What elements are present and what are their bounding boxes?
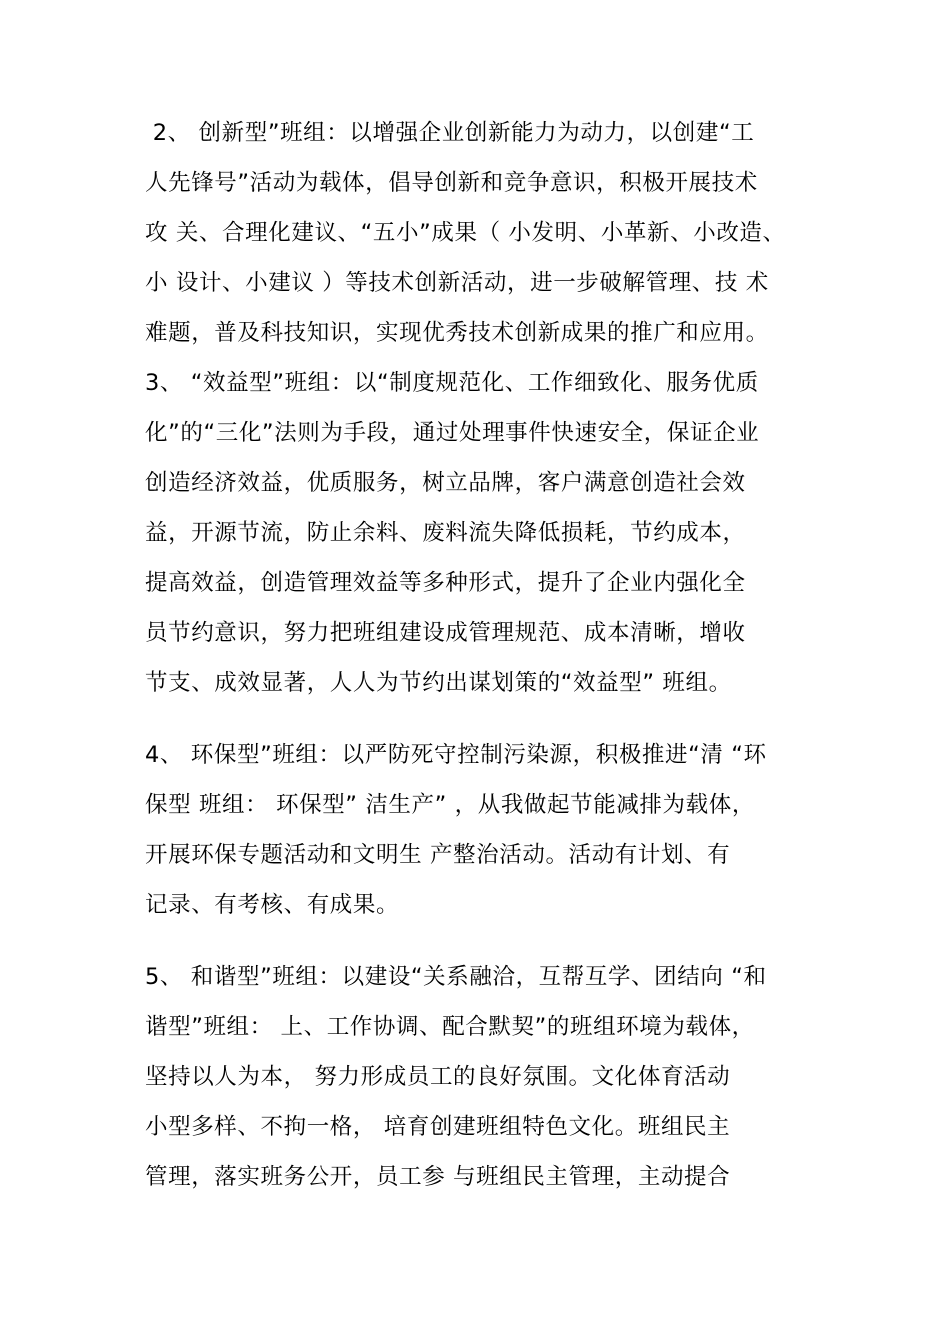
text-line: 2、 创新型”班组：以增强企业创新能力为动力，以创建“工 [145,120,755,146]
text-line: 难题，普及科技知识，实现优秀技术创新成果的推广和应用。 [145,320,769,346]
text-line: 坚持以人为本， 努力形成员工的良好氛围。文化体育活动 [145,1064,731,1090]
text-line: 化”的“三化”法则为手段，通过处理事件快速安全，保证企业 [145,420,760,446]
text-line: 提高效益，创造管理效益等多种形式，提升了企业内强化全 [145,570,746,596]
text-line: 记录、有考核、有成果。 [145,892,400,918]
text-line: 4、 环保型”班组：以严防死守控制污染源，积极推进“清 “环 [145,742,767,768]
text-line: 小 设计、小建议 ）等技术创新活动，进一步破解管理、技 术 [145,270,769,296]
text-line: 益，开源节流，防止余料、废料流失降低损耗，节约成本， [145,520,746,546]
text-line: 攻 关、合理化建议、“五小”成果（ 小发明、小革新、小改造、 [145,220,786,246]
text-line: 3、 “效益型”班组：以“制度规范化、工作细致化、服务优质 [145,370,759,396]
text-line: 人先锋号”活动为载体，倡导创新和竞争意识，积极开展技术 [145,170,758,196]
text-line: 员节约意识，努力把班组建设成管理规范、成本清晰，增收 [145,620,746,646]
text-line: 小型多样、不拘一格， 培育创建班组特色文化。班组民主 [145,1114,731,1140]
text-line: 5、 和谐型”班组：以建设“关系融洽，互帮互学、团结向 “和 [145,964,767,990]
text-line: 管理，落实班务公开，员工参 与班组民主管理，主动提合 [145,1164,731,1190]
text-line: 节支、成效显著，人人为节约出谋划策的“效益型” 班组。 [145,670,732,696]
text-line: 开展环保专题活动和文明生 产整治活动。活动有计划、有 [145,842,731,868]
text-line: 创造经济效益，优质服务，树立品牌，客户满意创造社会效 [145,470,746,496]
text-line: 谐型”班组： 上、工作协调、配合默契”的班组环境为载体， [145,1014,755,1040]
text-line: 保型 班组： 环保型” 洁生产” ，从我做起节能减排为载体， [145,792,755,818]
